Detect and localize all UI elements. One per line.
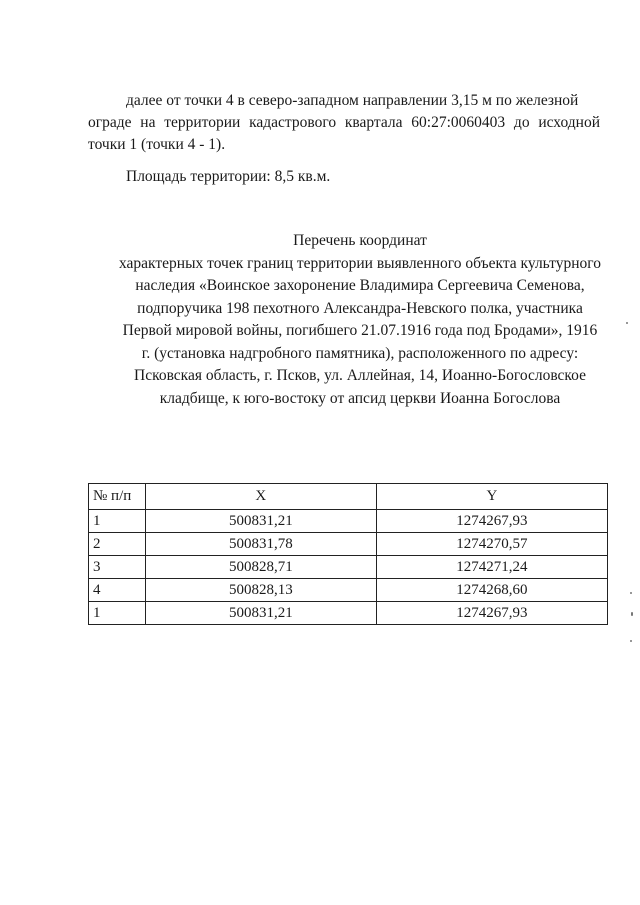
table-row — [89, 556, 608, 579]
scan-speck — [630, 640, 632, 642]
description-line-3: точки 1 (точки 4 - 1). — [88, 136, 226, 153]
cell-x: 500828,71 — [145, 556, 376, 579]
cell-num: 1 — [89, 510, 146, 533]
cell-x: 500831,78 — [145, 533, 376, 556]
header-x: X — [145, 484, 376, 510]
cell-y: 1274271,24 — [376, 556, 607, 579]
heading-line-3: наследия «Воинское захоронение Владимира Сергеевича Семенова, — [135, 277, 585, 294]
table-row — [89, 533, 608, 556]
cell-x: 500831,21 — [145, 602, 376, 625]
cell-y: 1274267,93 — [376, 602, 607, 625]
cell-num: 4 — [89, 579, 146, 602]
cell-y: 1274270,57 — [376, 533, 607, 556]
table-row — [89, 579, 608, 602]
heading-line-2: характерных точек границ территории выявленного объекта культурного — [119, 254, 601, 272]
description-line-1: далее от точки 4 в северо-западном направлении 3,15 м по железной — [126, 92, 579, 109]
heading-line-5: Первой мировой войны, погибшего 21.07.1916 года под Бродами», 1916 — [122, 322, 598, 339]
cell-num: 1 — [89, 602, 146, 625]
coordinates-heading — [60, 230, 640, 410]
header-num: № п/п — [89, 484, 146, 510]
heading-title: Перечень координат — [293, 232, 427, 249]
table-row — [89, 602, 608, 625]
cell-x: 500828,13 — [145, 579, 376, 602]
header-y: Y — [376, 484, 607, 510]
table-row — [89, 510, 608, 533]
cell-num: 3 — [89, 556, 146, 579]
heading-line-6: г. (установка надгробного памятника), расположенного по адресу: — [141, 344, 579, 362]
heading-line-8: кладбище, к юго-востоку от апсид церкви Иоанна Богослова — [159, 389, 561, 407]
cell-y: 1274268,60 — [376, 579, 607, 602]
cell-y: 1274267,93 — [376, 510, 607, 533]
area-text: Площадь территории: 8,5 кв.м. — [126, 168, 331, 185]
cell-x: 500831,21 — [145, 510, 376, 533]
heading-line-4: подпоручика 198 пехотного Александра-Невского полка, участника — [137, 299, 583, 317]
coordinates-table — [88, 483, 608, 625]
cell-num: 2 — [89, 533, 146, 556]
description-line-2: ограде на территории кадастрового квартала 60:27:0060403 до исходной — [88, 114, 600, 131]
table-header-row — [89, 484, 608, 510]
scan-speck — [630, 592, 632, 594]
scan-speck — [631, 612, 633, 616]
boundary-description — [88, 90, 600, 156]
heading-line-7: Псковская область, г. Псков, ул. Аллейная, 14, Иоанно-Богословское — [134, 367, 586, 384]
scan-speck — [626, 322, 628, 324]
